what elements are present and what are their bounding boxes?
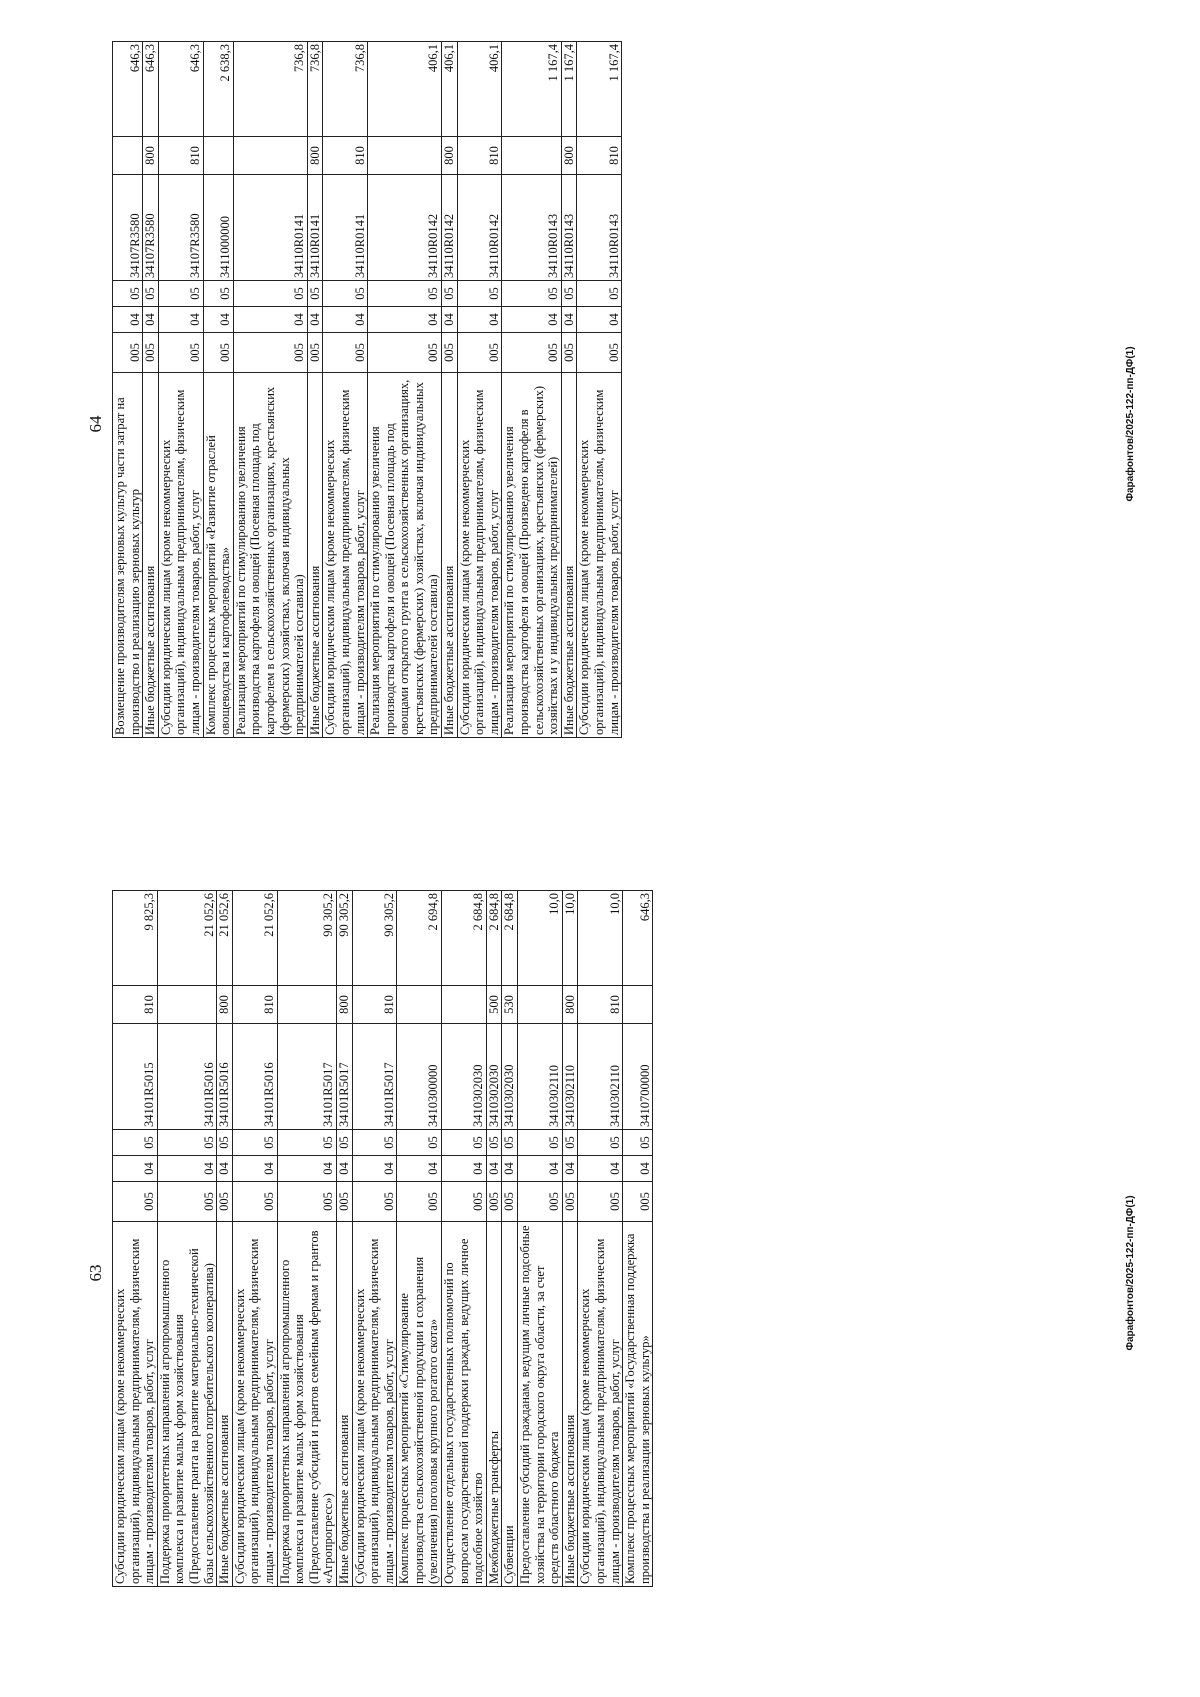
subsection-code-cell: 05 [158, 281, 203, 307]
expense-type-cell: 530 [502, 986, 518, 1024]
table-row [502, 891, 518, 1587]
subsection-code-cell: 05 [307, 281, 323, 307]
expense-type-cell: 800 [442, 137, 458, 175]
target-article-cell: 34101R5016 [232, 1024, 277, 1130]
expense-type-cell [233, 137, 307, 175]
subsection-code-cell: 05 [397, 1130, 442, 1156]
amount-cell: 646,3 [158, 42, 203, 137]
table-row [232, 891, 277, 1587]
section-code-cell: 04 [307, 307, 323, 333]
amount-cell: 1 167,4 [561, 42, 577, 137]
admin-code-cell: 005 [307, 333, 323, 373]
target-article-cell: 34110R0143 [502, 175, 561, 281]
target-article-cell: 34101R5016 [157, 1024, 216, 1130]
expense-type-cell: 800 [561, 137, 577, 175]
section-code-cell: 04 [457, 307, 502, 333]
admin-code-cell: 005 [442, 1182, 487, 1222]
target-article-cell: 34101R5015 [113, 1024, 158, 1130]
expense-type-cell: 800 [307, 137, 323, 175]
table-row [217, 891, 233, 1587]
row-name-cell: Реализация мероприятий по стимулированию увеличения производства картофеля и овощей (Посевная площадь под картофелем в сельскохозяйственных организациях, крестьянских (фермерских) хозяйствах, включая индивидуальных предпринимателей составила) [233, 373, 307, 738]
expense-type-cell: 810 [352, 986, 397, 1024]
expense-type-cell [623, 986, 653, 1024]
admin-code-cell: 005 [577, 333, 622, 373]
target-article-cell: 34110R0141 [323, 175, 368, 281]
amount-cell: 736,8 [323, 42, 368, 137]
admin-code-cell: 005 [232, 1182, 277, 1222]
subsection-code-cell: 05 [368, 281, 442, 307]
budget-table-body [113, 42, 622, 738]
target-article-cell: 3410302030 [502, 1024, 518, 1130]
target-article-cell: 34110R0142 [368, 175, 442, 281]
amount-cell: 2 684,8 [442, 891, 487, 986]
amount-cell: 21 052,6 [232, 891, 277, 986]
admin-code-cell: 005 [578, 1182, 623, 1222]
table-row [157, 891, 216, 1587]
subsection-code-cell: 05 [457, 281, 502, 307]
amount-cell: 646,3 [623, 891, 653, 986]
expense-type-cell [518, 986, 563, 1024]
subsection-code-cell: 05 [277, 1130, 336, 1156]
amount-cell: 9 825,3 [113, 891, 158, 986]
target-article-cell: 3411000000 [203, 175, 233, 281]
subsection-code-cell: 05 [143, 281, 159, 307]
admin-code-cell: 005 [623, 1182, 653, 1222]
section-code-cell: 04 [562, 1156, 578, 1182]
target-article-cell: 34110R0141 [233, 175, 307, 281]
subsection-code-cell: 05 [562, 1130, 578, 1156]
target-article-cell: 34101R5016 [217, 1024, 233, 1130]
target-article-cell: 3410302110 [562, 1024, 578, 1130]
subsection-code-cell: 05 [442, 281, 458, 307]
table-row [352, 891, 397, 1587]
table-row [486, 891, 502, 1587]
expense-type-cell [397, 986, 442, 1024]
target-article-cell: 3410302110 [518, 1024, 563, 1130]
expense-type-cell [113, 137, 143, 175]
budget-table [112, 41, 622, 738]
admin-code-cell: 005 [113, 1182, 158, 1222]
section-code-cell: 04 [486, 1156, 502, 1182]
expense-type-cell: 810 [578, 986, 623, 1024]
target-article-cell: 34110R0141 [307, 175, 323, 281]
subsection-code-cell: 05 [442, 1130, 487, 1156]
expense-type-cell: 800 [217, 986, 233, 1024]
table-row [442, 42, 458, 738]
table-row [336, 891, 352, 1587]
target-article-cell: 34110R0142 [457, 175, 502, 281]
expense-type-cell: 800 [562, 986, 578, 1024]
subsection-code-cell: 05 [502, 1130, 518, 1156]
amount-cell: 10,0 [518, 891, 563, 986]
row-name-cell: Субсидии юридическим лицам (кроме некоммерческих организаций), индивидуальным предпринимателям, физическим лицам - производителям товаров, работ, услуг [232, 1222, 277, 1587]
expense-type-cell: 810 [577, 137, 622, 175]
amount-cell: 21 052,6 [217, 891, 233, 986]
section-code-cell: 04 [323, 307, 368, 333]
row-name-cell: Реализация мероприятий по стимулированию увеличения производства картофеля и овощей (Произведено картофеля в сельскохозяйственных организациях, крестьянских (фермерских) хозяйствах и у индивидуальных предпринимателей) [502, 373, 561, 738]
row-name-cell: Возмещение производителям зерновых культур части затрат на производство и реализацию зерновых культур [113, 373, 143, 738]
expense-type-cell [277, 986, 336, 1024]
table-row [442, 891, 487, 1587]
expense-type-cell: 810 [457, 137, 502, 175]
table-row [561, 42, 577, 738]
target-article-cell: 34101R5017 [336, 1024, 352, 1130]
table-row [577, 42, 622, 738]
section-code-cell: 04 [157, 1156, 216, 1182]
admin-code-cell: 005 [352, 1182, 397, 1222]
target-article-cell: 3410302110 [578, 1024, 623, 1130]
table-row [368, 42, 442, 738]
amount-cell: 90 305,2 [277, 891, 336, 986]
expense-type-cell [442, 986, 487, 1024]
subsection-code-cell: 05 [233, 281, 307, 307]
admin-code-cell: 005 [397, 1182, 442, 1222]
admin-code-cell: 005 [368, 333, 442, 373]
expense-type-cell [157, 986, 216, 1024]
row-name-cell: Поддержка приоритетных направлений агропромышленного комплекса и развитие малых форм хозяйствования (Предоставление субсидий и грантов семейным фермам и грантов «Агропрогресс») [277, 1222, 336, 1587]
expense-type-cell [368, 137, 442, 175]
amount-cell: 21 052,6 [157, 891, 216, 986]
row-name-cell: Субсидии юридическим лицам (кроме некоммерческих организаций), индивидуальным предпринимателям, физическим лицам - производителям товаров, работ, услуг [158, 373, 203, 738]
row-name-cell: Субсидии юридическим лицам (кроме некоммерческих организаций), индивидуальным предпринимателям, физическим лицам - производителям товаров, работ, услуг [323, 373, 368, 738]
table-row [113, 891, 158, 1587]
row-name-cell: Иные бюджетные ассигнования [336, 1222, 352, 1587]
section-code-cell: 04 [113, 307, 143, 333]
admin-code-cell: 005 [442, 333, 458, 373]
row-name-cell: Комплекс процессных мероприятий «Государственная поддержка производства и реализации зерновых культур» [623, 1222, 653, 1587]
subsection-code-cell: 05 [577, 281, 622, 307]
budget-table-body [113, 891, 653, 1587]
subsection-code-cell: 05 [486, 1130, 502, 1156]
row-name-cell: Субсидии юридическим лицам (кроме некоммерческих организаций), индивидуальным предпринимателям, физическим лицам - производителям товаров, работ, услуг [457, 373, 502, 738]
subsection-code-cell: 05 [561, 281, 577, 307]
row-name-cell: Иные бюджетные ассигнования [562, 1222, 578, 1587]
page-number: 64 [86, 415, 105, 433]
amount-cell: 90 305,2 [352, 891, 397, 986]
expense-type-cell: 500 [486, 986, 502, 1024]
expense-type-cell [203, 137, 233, 175]
page-footer: Фарафонтов/2025-122-пп-ДФ(1) [1125, 1195, 1136, 1351]
expense-type-cell: 800 [336, 986, 352, 1024]
admin-code-cell: 005 [502, 333, 561, 373]
row-name-cell: Комплекс процессных мероприятий «Стимулирование производства сельскохозяйственной продукции и сохранения (увеличения) поголовья крупного рогатого скота» [397, 1222, 442, 1587]
target-article-cell: 3410302030 [486, 1024, 502, 1130]
section-code-cell: 04 [336, 1156, 352, 1182]
admin-code-cell: 005 [457, 333, 502, 373]
table-row [502, 42, 561, 738]
amount-cell: 1 167,4 [502, 42, 561, 137]
target-article-cell: 3410302030 [442, 1024, 487, 1130]
row-name-cell: Субсидии юридическим лицам (кроме некоммерческих организаций), индивидуальным предпринимателям, физическим лицам - производителям товаров, работ, услуг [352, 1222, 397, 1587]
target-article-cell: 3410300000 [397, 1024, 442, 1130]
expense-type-cell: 810 [158, 137, 203, 175]
section-code-cell: 04 [277, 1156, 336, 1182]
amount-cell: 2 638,3 [203, 42, 233, 137]
section-code-cell: 04 [561, 307, 577, 333]
table-row [307, 42, 323, 738]
expense-type-cell [502, 137, 561, 175]
table-row [518, 891, 563, 1587]
target-article-cell: 34107R3580 [158, 175, 203, 281]
admin-code-cell: 005 [203, 333, 233, 373]
section-code-cell: 04 [518, 1156, 563, 1182]
subsection-code-cell: 05 [336, 1130, 352, 1156]
table-row [233, 42, 307, 738]
section-code-cell: 04 [217, 1156, 233, 1182]
subsection-code-cell: 05 [157, 1130, 216, 1156]
subsection-code-cell: 05 [323, 281, 368, 307]
table-row [143, 42, 159, 738]
admin-code-cell: 005 [277, 1182, 336, 1222]
table-row [397, 891, 442, 1587]
admin-code-cell: 005 [562, 1182, 578, 1222]
admin-code-cell: 005 [143, 333, 159, 373]
admin-code-cell: 005 [217, 1182, 233, 1222]
amount-cell: 736,8 [233, 42, 307, 137]
row-name-cell: Субсидии юридическим лицам (кроме некоммерческих организаций), индивидуальным предпринимателям, физическим лицам - производителям товаров, работ, услуг [577, 373, 622, 738]
row-name-cell: Иные бюджетные ассигнования [143, 373, 159, 738]
page-63 [0, 849, 1200, 1697]
table-row [578, 891, 623, 1587]
row-name-cell: Поддержка приоритетных направлений агропромышленного комплекса и развитие малых форм хозяйствования (Предоставление гранта на развитие материально-технической базы сельскохозяйственного потребительского кооператива) [157, 1222, 216, 1587]
table-row [457, 42, 502, 738]
row-name-cell: Субвенции [502, 1222, 518, 1587]
section-code-cell: 04 [233, 307, 307, 333]
amount-cell: 736,8 [307, 42, 323, 137]
admin-code-cell: 005 [561, 333, 577, 373]
section-code-cell: 04 [578, 1156, 623, 1182]
table-row [113, 42, 143, 738]
row-name-cell: Осуществление отдельных государственных полномочий по вопросам государственной поддержки граждан, ведущих личное подсобное хозяйство [442, 1222, 487, 1587]
section-code-cell: 04 [352, 1156, 397, 1182]
section-code-cell: 04 [623, 1156, 653, 1182]
admin-code-cell: 005 [157, 1182, 216, 1222]
section-code-cell: 04 [158, 307, 203, 333]
subsection-code-cell: 05 [518, 1130, 563, 1156]
section-code-cell: 04 [232, 1156, 277, 1182]
amount-cell: 1 167,4 [577, 42, 622, 137]
row-name-cell: Субсидии юридическим лицам (кроме некоммерческих организаций), индивидуальным предпринимателям, физическим лицам - производителям товаров, работ, услуг [113, 1222, 158, 1587]
table-row [623, 891, 653, 1587]
admin-code-cell: 005 [323, 333, 368, 373]
expense-type-cell: 800 [143, 137, 159, 175]
amount-cell: 10,0 [578, 891, 623, 986]
subsection-code-cell: 05 [232, 1130, 277, 1156]
row-name-cell: Комплекс процессных мероприятий «Развитие отраслей овощеводства и картофелеводства» [203, 373, 233, 738]
row-name-cell: Иные бюджетные ассигнования [307, 373, 323, 738]
amount-cell: 406,1 [442, 42, 458, 137]
row-name-cell: Межбюджетные трансферты [486, 1222, 502, 1587]
subsection-code-cell: 05 [352, 1130, 397, 1156]
target-article-cell: 34101R5017 [352, 1024, 397, 1130]
page-footer: Фарафонтов/2025-122-пп-ДФ(1) [1125, 346, 1136, 502]
amount-cell: 406,1 [368, 42, 442, 137]
table-row [203, 42, 233, 738]
amount-cell: 2 684,8 [502, 891, 518, 986]
section-code-cell: 04 [203, 307, 233, 333]
admin-code-cell: 005 [336, 1182, 352, 1222]
expense-type-cell: 810 [323, 137, 368, 175]
section-code-cell: 04 [442, 307, 458, 333]
admin-code-cell: 005 [486, 1182, 502, 1222]
amount-cell: 2 694,8 [397, 891, 442, 986]
target-article-cell: 34107R3580 [113, 175, 143, 281]
section-code-cell: 04 [502, 1156, 518, 1182]
amount-cell: 406,1 [457, 42, 502, 137]
row-name-cell: Реализация мероприятий по стимулированию увеличения производства картофеля и овощей (Посевная площадь под овощами открытого грунта в сельскохозяйственных организациях, крестьянских (фермерских) хозяйствах, включая индивидуальных предпринимателей составила) [368, 373, 442, 738]
expense-type-cell: 810 [113, 986, 158, 1024]
amount-cell: 10,0 [562, 891, 578, 986]
admin-code-cell: 005 [233, 333, 307, 373]
row-name-cell: Предоставление субсидий гражданам, ведущим личные подсобные хозяйства на территории городского округа области, за счет средств областного бюджета [518, 1222, 563, 1587]
row-name-cell: Иные бюджетные ассигнования [217, 1222, 233, 1587]
target-article-cell: 3410700000 [623, 1024, 653, 1130]
row-name-cell: Иные бюджетные ассигнования [561, 373, 577, 738]
subsection-code-cell: 05 [502, 281, 561, 307]
table-row [277, 891, 336, 1587]
budget-table [112, 890, 653, 1587]
target-article-cell: 34110R0143 [561, 175, 577, 281]
amount-cell: 90 305,2 [336, 891, 352, 986]
subsection-code-cell: 05 [623, 1130, 653, 1156]
expense-type-cell: 810 [232, 986, 277, 1024]
admin-code-cell: 005 [158, 333, 203, 373]
section-code-cell: 04 [397, 1156, 442, 1182]
section-code-cell: 04 [502, 307, 561, 333]
row-name-cell: Иные бюджетные ассигнования [442, 373, 458, 738]
row-name-cell: Субсидии юридическим лицам (кроме некоммерческих организаций), индивидуальным предпринимателям, физическим лицам - производителям товаров, работ, услуг [578, 1222, 623, 1587]
subsection-code-cell: 05 [113, 1130, 158, 1156]
section-code-cell: 04 [113, 1156, 158, 1182]
amount-cell: 646,3 [143, 42, 159, 137]
page-number: 63 [86, 1264, 105, 1282]
target-article-cell: 34101R5017 [277, 1024, 336, 1130]
subsection-code-cell: 05 [217, 1130, 233, 1156]
section-code-cell: 04 [442, 1156, 487, 1182]
amount-cell: 646,3 [113, 42, 143, 137]
admin-code-cell: 005 [518, 1182, 563, 1222]
target-article-cell: 34110R0143 [577, 175, 622, 281]
subsection-code-cell: 05 [578, 1130, 623, 1156]
amount-cell: 2 684,8 [486, 891, 502, 986]
section-code-cell: 04 [577, 307, 622, 333]
subsection-code-cell: 05 [203, 281, 233, 307]
admin-code-cell: 005 [113, 333, 143, 373]
page-64 [0, 0, 1200, 848]
table-row [323, 42, 368, 738]
table-row [158, 42, 203, 738]
subsection-code-cell: 05 [113, 281, 143, 307]
admin-code-cell: 005 [502, 1182, 518, 1222]
section-code-cell: 04 [143, 307, 159, 333]
target-article-cell: 34110R0142 [442, 175, 458, 281]
table-row [562, 891, 578, 1587]
section-code-cell: 04 [368, 307, 442, 333]
target-article-cell: 34107R3580 [143, 175, 159, 281]
